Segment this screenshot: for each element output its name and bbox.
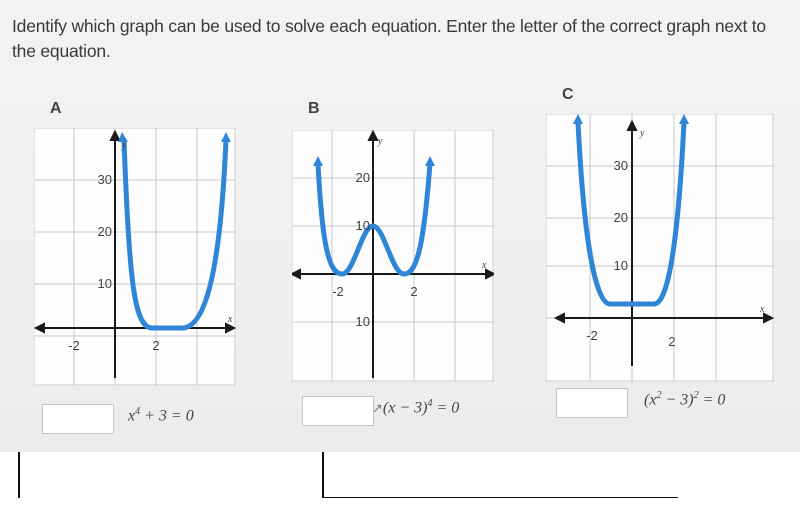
equation-3: $(x^2 - 3)^2 = 0$	[644, 390, 726, 409]
graph-b-y-label: y	[378, 136, 383, 147]
left-vertical-rule	[18, 452, 20, 498]
cropped-bottom-area	[0, 452, 800, 522]
graph-a-label: A	[50, 100, 62, 117]
answer-input-equation-2[interactable]	[302, 396, 374, 426]
mouse-cursor-icon: ↗	[372, 400, 383, 416]
graph-a-curve	[124, 140, 226, 328]
graph-c-x-label: x	[760, 304, 765, 315]
bottom-horizontal-rule	[322, 497, 678, 498]
graph-a-tick-20: 20	[97, 224, 112, 239]
graph-c-tick-30: 30	[613, 158, 628, 173]
answer-input-equation-1[interactable]	[42, 404, 114, 434]
graph-a-tick-neg2: -2	[68, 338, 80, 353]
graph-b-label: B	[308, 100, 320, 117]
graph-b	[292, 130, 494, 382]
graph-c	[546, 114, 774, 382]
graph-b-tick-20: 20	[355, 170, 370, 185]
graph-b-tick-neg2: -2	[332, 284, 344, 299]
graph-c-tick-10: 10	[613, 258, 628, 273]
graph-b-tick-10: 10	[355, 218, 370, 233]
graph-c-tick-2: 2	[668, 334, 676, 349]
graph-a-y-label: y	[122, 140, 127, 151]
graph-b-tick-neg10: 10	[355, 314, 370, 329]
graph-a	[34, 128, 236, 386]
graph-c-y-label: y	[640, 128, 645, 139]
graph-c-label: C	[562, 86, 574, 103]
graph-c-tick-neg2: -2	[586, 328, 598, 343]
instructions-text: Identify which graph can be used to solve each equation. Enter the letter of the correct graph next to the equation.	[12, 16, 766, 61]
graph-a-tick-30: 30	[97, 172, 112, 187]
graph-c-tick-20: 20	[613, 210, 628, 225]
middle-vertical-rule	[322, 452, 324, 498]
graph-a-tick-2: 2	[152, 338, 160, 353]
answer-input-equation-3[interactable]	[556, 388, 628, 418]
graph-a-tick-10: 10	[97, 276, 112, 291]
equation-1: $x^4 + 3 = 0$	[128, 406, 194, 425]
graph-b-tick-2: 2	[410, 284, 418, 299]
equation-2: ↗(x − 3)$^4$ = 0	[372, 398, 460, 417]
graph-b-x-label: x	[482, 260, 487, 271]
graph-a-x-label: x	[228, 314, 233, 325]
